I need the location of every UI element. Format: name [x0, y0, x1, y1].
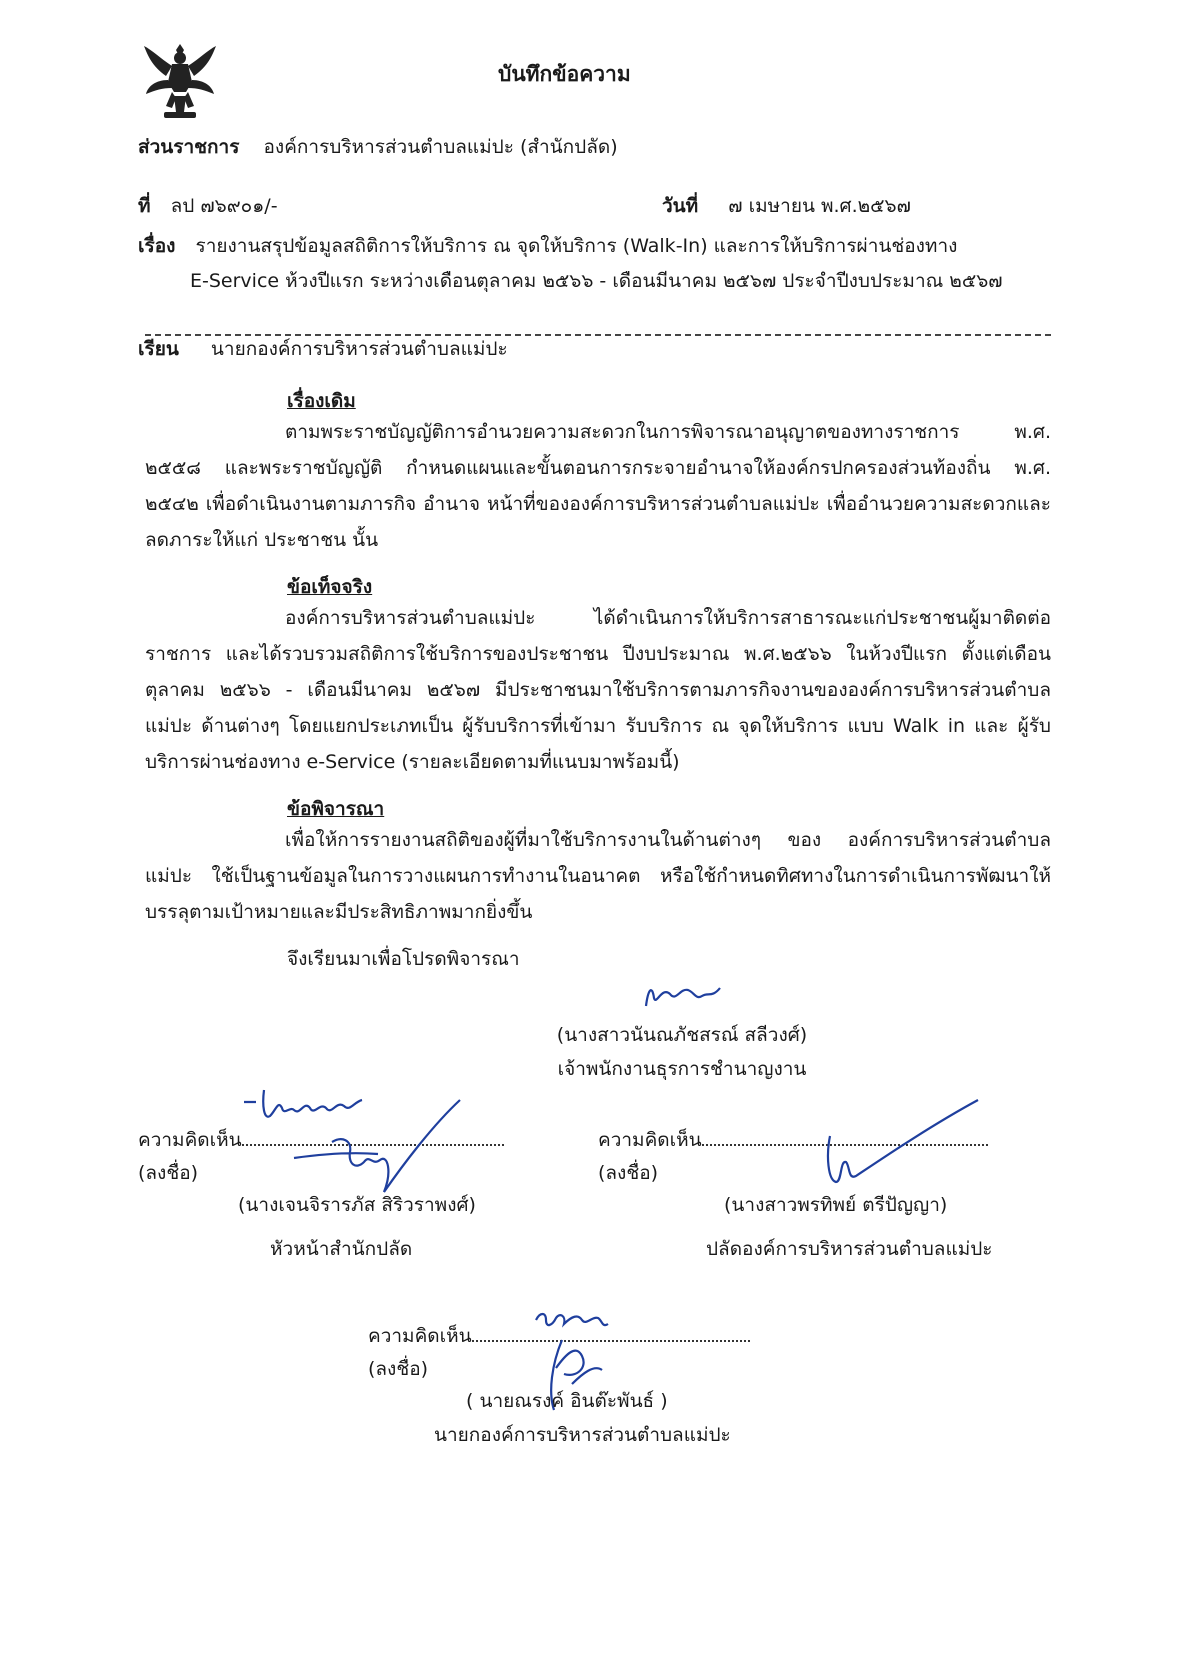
deputy-signature [820, 1096, 980, 1192]
memo-title: บันทึกข้อความ [498, 62, 631, 86]
subject-line-1 [138, 233, 957, 259]
facts-paragraph: องค์การบริหารส่วนตำบลแม่ปะ ได้ดำเนินการให้บริการสาธารณะแก่ประชาชนผู้มาติดต่อราชการ และได้รวบรวมสถิติการใช้บริการของประชาชน ปีงบประมาณ พ.ศ.๒๕๖๖ ในห้วงปีแรก ตั้งแต่เดือนตุลาคม ๒๕๖๖ - เดือนมีนาคม ๒๕๖๗ มีประชาชนมาใช้บริการตามภารกิจงานขององค์การบริหารส่วนตำบลแม่ปะ ด้านต่างๆ โดยแยกประเภทเป็น ผู้รับบริการที่เข้ามา รับบริการ ณ จุดให้บริการ แบบ Walk in และ ผู้รับบริการผ่านช่องทาง e-Service (รายละเอียดตามที่แนบมาพร้อมนี้) [145, 607, 1051, 773]
deputy-position: ปลัดองค์การบริหารส่วนตำบลแม่ปะ [706, 1238, 993, 1260]
ref-value: ลป ๗๖๙๐๑/- [170, 195, 278, 217]
head-sign-label: (ลงชื่อ) [138, 1162, 199, 1184]
author-name: (นางสาวนันณภัชสรณ์ สลีวงศ์) [556, 1024, 808, 1046]
date-label: วันที่ [662, 195, 699, 217]
to-label: เรียน [138, 338, 179, 360]
mayor-sign-label: (ลงชื่อ) [368, 1358, 429, 1380]
subject-text-1: รายงานสรุปข้อมูลสถิติการให้บริการ ณ จุดให้บริการ (Walk-In) และการให้บริการผ่านช่องทาง [195, 235, 958, 257]
department-value: องค์การบริหารส่วนตำบลแม่ปะ (สำนักปลัด) [263, 136, 618, 158]
department-line [138, 134, 618, 160]
subject-label: เรื่อง [138, 235, 176, 257]
background-paragraph: ตามพระราชบัญญัติการอำนวยความสะดวกในการพิจารณาอนุญาตของทางราชการ พ.ศ. ๒๕๕๘ และพระราชบัญญัติ กำหนดแผนและขั้นตอนการกระจายอำนาจให้องค์กรปกครองส่วนท้องถิ่น พ.ศ. ๒๕๔๒ เพื่อดำเนินงานตามภารกิจ อำนาจ หน้าที่ขององค์การบริหารส่วนตำบลแม่ปะ เพื่ออำนวยความสะดวกและลดภาระให้แก่ ประชาชน นั้น [145, 421, 1051, 551]
ref-line [138, 193, 278, 219]
date-line [662, 193, 911, 219]
deputy-sign-label: (ลงชื่อ) [598, 1162, 659, 1184]
facts-heading: ข้อเท็จจริง [287, 576, 373, 598]
to-value: นายกองค์การบริหารส่วนตำบลแม่ปะ [210, 338, 508, 360]
head-name: (นางเจนจิรารภัส สิริวราพงศ์) [238, 1194, 476, 1216]
department-label: ส่วนราชการ [138, 136, 240, 158]
date-value: ๗ เมษายน พ.ศ.๒๕๖๗ [728, 195, 911, 217]
deputy-name: (นางสาวพรทิพย์ ตรีปัญญา) [724, 1194, 948, 1216]
author-signature [640, 976, 730, 1020]
consider-heading: ข้อพิจารณา [287, 798, 385, 820]
to-line [138, 336, 508, 362]
head-position: หัวหน้าสำนักปลัด [270, 1238, 413, 1260]
deputy-opinion-label: ความคิดเห็น [598, 1129, 702, 1151]
ref-label: ที่ [138, 195, 151, 217]
garuda-emblem-icon [142, 40, 218, 122]
subject-text-2: E-Service ห้วงปีแรก ระหว่างเดือนตุลาคม ๒๕๖๖ - เดือนมีนาคม ๒๕๖๗ ประจำปีงบประมาณ ๒๕๖๗ [190, 270, 1003, 292]
closing-text: จึงเรียนมาเพื่อโปรดพิจารณา [287, 948, 520, 970]
mayor-opinion-label: ความคิดเห็น [368, 1325, 472, 1347]
author-position: เจ้าพนักงานธุรการชำนาญงาน [557, 1058, 807, 1080]
background-heading: เรื่องเดิม [287, 390, 356, 412]
mayor-position: นายกองค์การบริหารส่วนตำบลแม่ปะ [434, 1424, 731, 1446]
head-opinion-label: ความคิดเห็น [138, 1129, 242, 1151]
consider-paragraph: เพื่อให้การรายงานสถิติของผู้ที่มาใช้บริการงานในด้านต่างๆ ของ องค์การบริหารส่วนตำบลแม่ปะ ใช้เป็นฐานข้อมูลในการวางแผนการทำงานในอนาคต หรือใช้กำหนดทิศทางในการดำเนินการพัฒนาให้บรรลุตามเป้าหมายและมีประสิทธิภาพมากยิ่งขึ้น [145, 829, 1051, 923]
mayor-name: ( นายณรงค์ อินต๊ะพันธ์ ) [466, 1390, 668, 1412]
